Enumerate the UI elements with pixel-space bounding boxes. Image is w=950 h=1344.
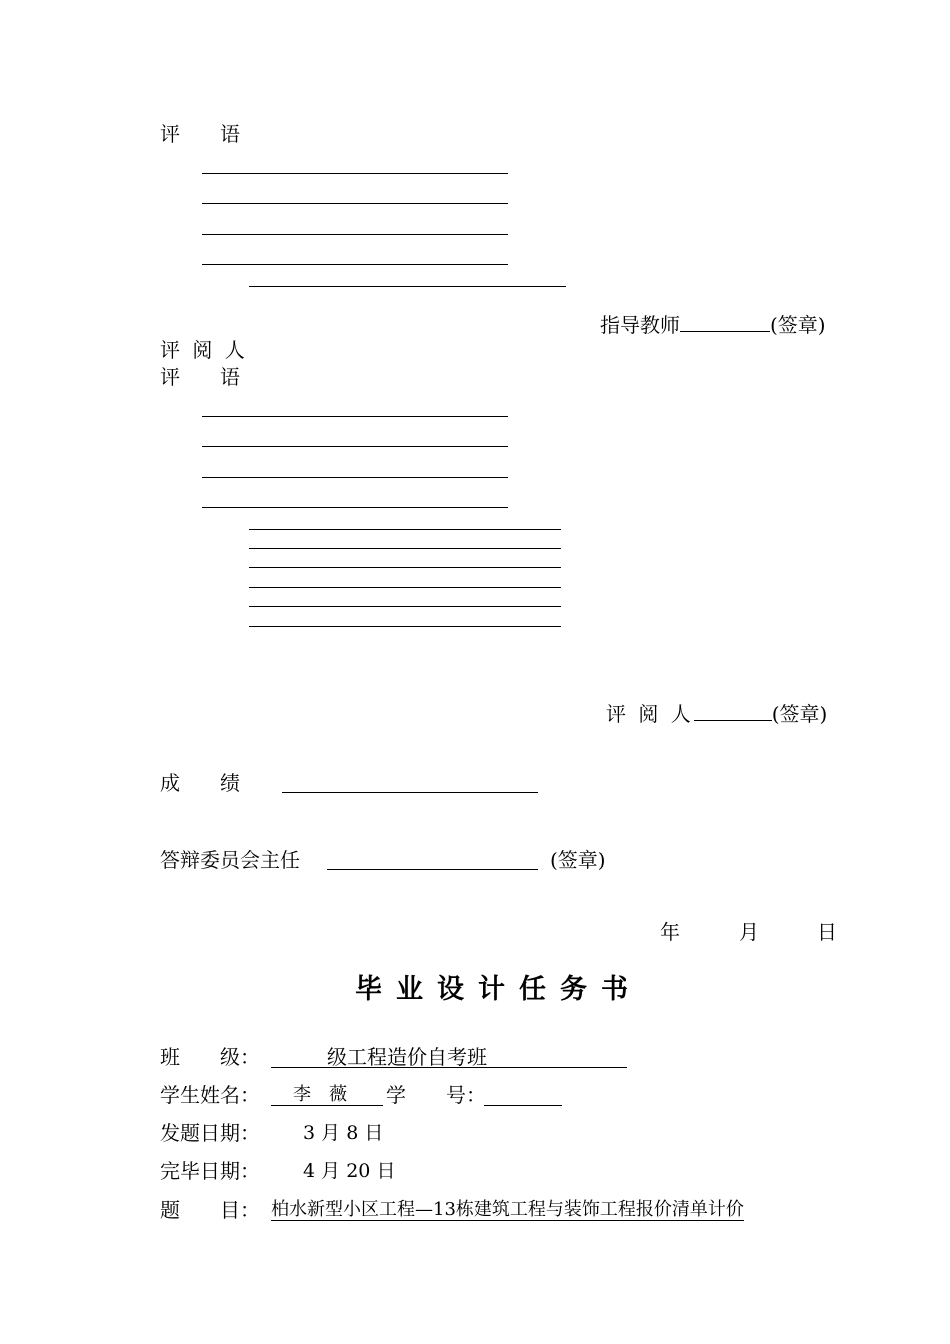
- class-label: 班 级：: [160, 1045, 260, 1069]
- date-year: 年: [660, 920, 680, 944]
- supervisor-comment-label: 评 语: [160, 122, 240, 146]
- class-value: 级工程造价自考班: [327, 1045, 487, 1069]
- day-char: 日: [364, 1122, 384, 1144]
- comment-line: [249, 626, 561, 627]
- date-month: 月: [739, 920, 759, 944]
- topic-value: 柏水新型小区工程—13栋建筑工程与装饰工程报价清单计价: [271, 1199, 744, 1220]
- comment-line: [249, 286, 566, 287]
- finish-date-label: 完毕日期：: [160, 1159, 260, 1183]
- finish-day: 20: [346, 1160, 371, 1182]
- comment-line: [202, 477, 508, 478]
- class-field: [271, 1045, 627, 1068]
- date-day: 日: [817, 920, 837, 944]
- comment-line: [249, 587, 561, 588]
- comment-line: [202, 507, 508, 508]
- issue-date-value: [303, 1121, 383, 1145]
- defense-signature-blank: [327, 869, 538, 870]
- issue-date-label: 发题日期：: [160, 1121, 260, 1145]
- finish-month: 4: [303, 1160, 316, 1182]
- id-blank: [484, 1105, 562, 1106]
- comment-line: [202, 203, 508, 204]
- day-char: 日: [376, 1160, 396, 1182]
- grade-blank: [282, 792, 538, 793]
- comment-line: [202, 173, 508, 174]
- issue-month: 3: [303, 1122, 316, 1144]
- comment-line: [249, 606, 561, 607]
- reviewer-signature: [606, 700, 827, 726]
- name-label: 学生姓名：: [160, 1083, 260, 1107]
- comment-line: [202, 416, 508, 417]
- issue-day: 8: [346, 1122, 359, 1144]
- reviewer-label: 评 阅 人: [160, 338, 248, 362]
- comment-line: [202, 446, 508, 447]
- comment-line: [249, 548, 561, 549]
- finish-date-value: [303, 1159, 395, 1183]
- month-char: 月: [321, 1160, 341, 1182]
- comment-line: [202, 264, 508, 265]
- defense-sign-suffix: (签章): [550, 848, 606, 872]
- month-char: 月: [321, 1122, 341, 1144]
- reviewer-comment-label: 评 语: [160, 365, 240, 389]
- sign-suffix: (签章): [770, 313, 826, 337]
- comment-line: [202, 234, 508, 235]
- topic-label: 题 目：: [160, 1198, 260, 1222]
- supervisor-signature: [600, 311, 826, 337]
- reviewer-signer-label: 评 阅 人: [606, 702, 694, 726]
- defense-chair-label: 答辩委员会主任: [160, 848, 300, 872]
- comment-line: [249, 567, 561, 568]
- supervisor-signer-label: 指导教师: [600, 313, 680, 337]
- task-book-title: 毕业设计任务书: [355, 974, 642, 1005]
- comment-line: [249, 529, 561, 530]
- sign-suffix: (签章): [771, 702, 828, 726]
- name-value: 李 薇: [293, 1084, 347, 1105]
- name-field: [271, 1083, 383, 1106]
- signature-blank: [680, 311, 770, 332]
- id-label: 学 号：: [386, 1083, 486, 1107]
- grade-label: 成 绩: [160, 771, 240, 795]
- signature-blank: [694, 700, 772, 721]
